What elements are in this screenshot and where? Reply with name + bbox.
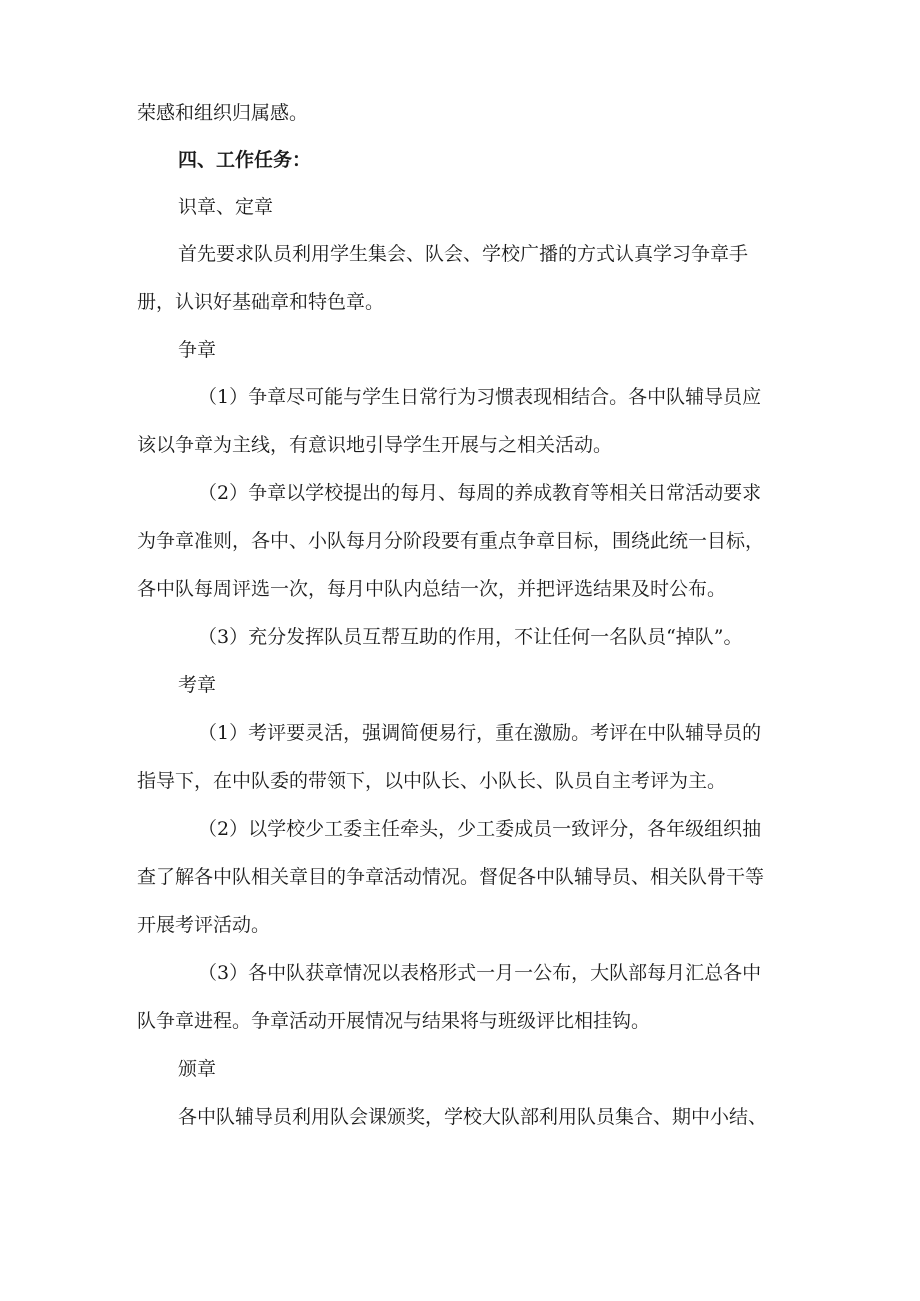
subsection-title-assess: 考章 [178, 674, 217, 696]
paragraph-line: 为争章准则，各中、小队每月分阶段要有重点争章目标，围绕此统一目标， [137, 530, 765, 552]
paragraph-line: 各中队辅导员利用队会课颁奖，学校大队部利用队员集合、期中小结、 [178, 1106, 768, 1128]
paragraph-line: （1）考评要灵活，强调简便易行，重在激励。考评在中队辅导员的 [198, 722, 762, 744]
subsection-title-identify: 识章、定章 [178, 196, 274, 218]
paragraph-line: （1）争章尽可能与学生日常行为习惯表现相结合。各中队辅导员应 [198, 386, 762, 408]
paragraph-line: 该以争章为主线，有意识地引导学生开展与之相关活动。 [137, 434, 613, 456]
subsection-title-compete: 争章 [178, 339, 217, 361]
paragraph-line: 队争章进程。争章活动开展情况与结果将与班级评比相挂钩。 [137, 1010, 651, 1032]
paragraph-line: 指导下，在中队委的带领下，以中队长、小队长、队员自主考评为主。 [137, 770, 727, 792]
paragraph-continuation: 荣感和组织归属感。 [137, 102, 309, 124]
paragraph-line: 册，认识好基础章和特色章。 [137, 291, 385, 313]
paragraph-line: 查了解各中队相关章目的争章活动情况。督促各中队辅导员、相关队骨干等 [137, 866, 765, 888]
subsection-title-award: 颁章 [178, 1058, 217, 1080]
paragraph-line: 各中队每周评选一次，每月中队内总结一次，并把评选结果及时公布。 [137, 578, 727, 600]
paragraph-line: （2）争章以学校提出的每月、每周的养成教育等相关日常活动要求 [198, 482, 762, 504]
paragraph-line: 首先要求队员利用学生集会、队会、学校广播的方式认真学习争章手 [178, 243, 749, 265]
paragraph-line: （2）以学校少工委主任牵头，少工委成员一致评分，各年级组织抽 [198, 818, 762, 840]
paragraph-line: 开展考评活动。 [137, 914, 271, 936]
paragraph-line: （3）充分发挥队员互帮互助的作用，不让任何一名队员“掉队”。 [198, 626, 743, 648]
section-heading: 四、工作任务： [178, 149, 312, 171]
paragraph-line: （3）各中队获章情况以表格形式一月一公布，大队部每月汇总各中 [198, 962, 762, 984]
